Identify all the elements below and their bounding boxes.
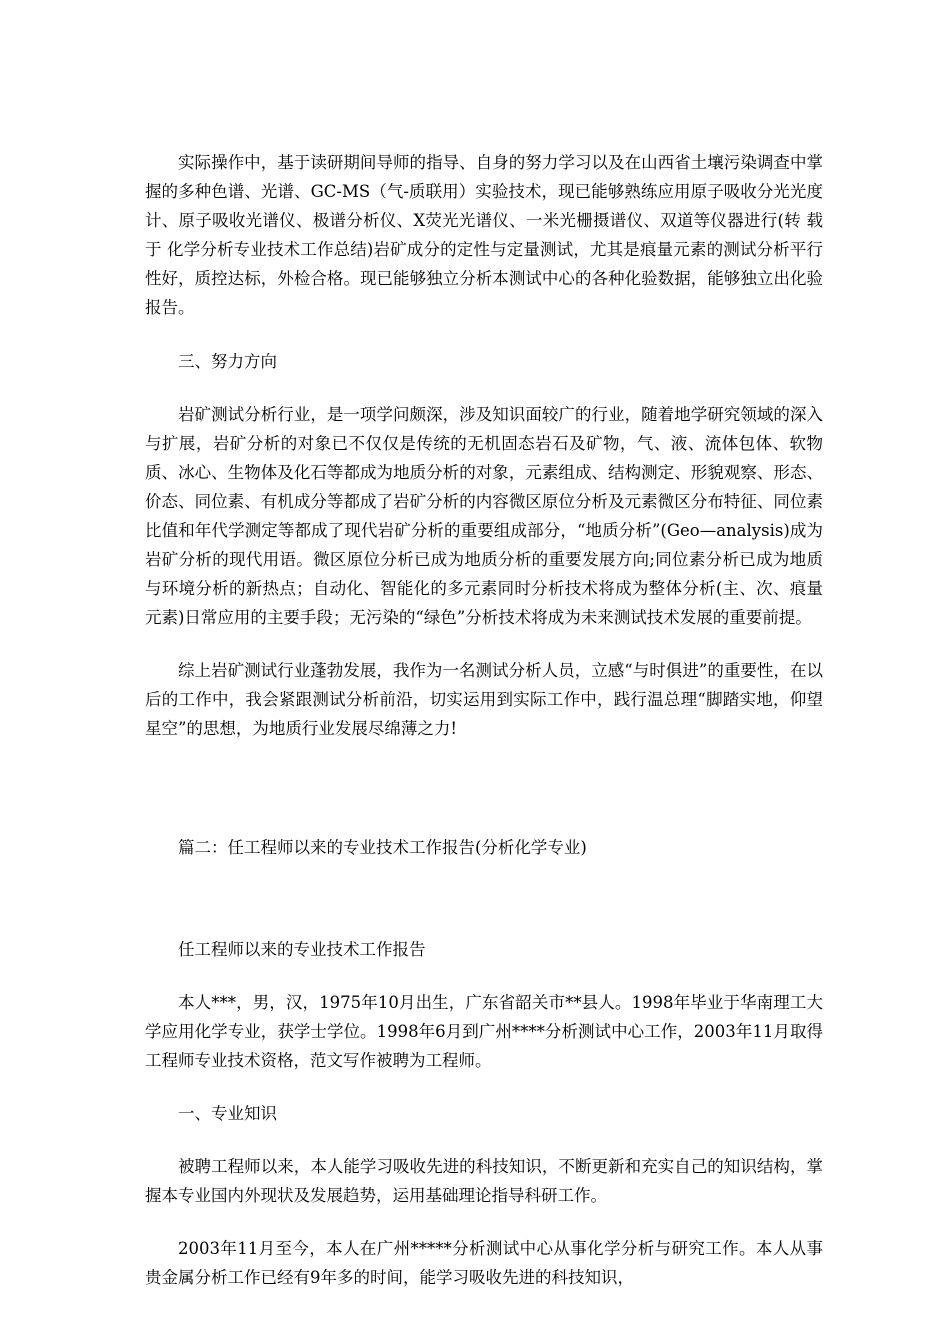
report-subtitle: 任工程师以来的专业技术工作报告	[178, 940, 426, 959]
document-page	[145, 148, 823, 1292]
paragraph-experimental-techniques: 实际操作中，基于读研期间导师的指导、自身的努力学习以及在山西省土壤污染调查中掌握的多种色谱、光谱、GC-MS（气-质联用）实验技术，现已能够熟练应用原子吸收分光光度计、原子吸收光谱仪、极谱分析仪、X荧光光谱仪、一米光栅摄谱仪、双道等仪器进行(转 载于 化学分析专业技术工作总结)岩矿成分的定性与定量测试，尤其是痕量元素的测试分析平行性好，质控达标，外检合格。现已能够独立分析本测试中心的各种化验数据，能够独立出化验报告。	[145, 153, 823, 317]
section-title-part-two: 篇二：任工程师以来的专业技术工作报告(分析化学专业)	[178, 838, 587, 857]
paragraph-learning: 被聘工程师以来，本人能学习吸收先进的科技知识，不断更新和充实自己的知识结构，掌握本专业国内外现状及发展趋势，运用基础理论指导科研工作。	[145, 1157, 823, 1205]
heading-direction: 三、努力方向	[178, 352, 277, 371]
paragraph-work-history: 2003年11月至今，本人在广州*****分析测试中心从事化学分析与研究工作。本人从事贵金属分析工作已经有9年多的时间，能学习吸收先进的科技知识，	[145, 1239, 823, 1287]
paragraph-personal-info: 本人***，男，汉，1975年10月出生，广东省韶关市**县人。1998年毕业于华南理工大学应用化学专业，获学士学位。1998年6月到广州****分析测试中心工作，2003年11月取得工程师专业技术资格，范文写作被聘为工程师。	[145, 993, 823, 1070]
paragraph-conclusion: 综上岩矿测试行业蓬勃发展，我作为一名测试分析人员，立感“与时俱进”的重要性，在以后的工作中，我会紧跟测试分析前沿，切实运用到实际工作中，践行温总理“脚踏实地，仰望星空”的思想，为地质行业发展尽绵薄之力!	[145, 661, 823, 738]
heading-professional-knowledge: 一、专业知识	[178, 1104, 277, 1123]
paragraph-industry-overview: 岩矿测试分析行业，是一项学问颇深，涉及知识面较广的行业，随着地学研究领域的深入与扩展，岩矿分析的对象已不仅仅是传统的无机固态岩石及矿物，气、液、流体包体、软物质、冰心、生物体及化石等都成为地质分析的对象，元素组成、结构测定、形貌观察、形态、价态、同位素、有机成分等都成了岩矿分析的内容微区原位分析及元素微区分布特征、同位素比值和年代学测定等都成了现代岩矿分析的重要组成部分，“地质分析”(Geo—analysis)成为岩矿分析的现代用语。微区原位分析已成为地质分析的重要发展方向;同位素分析已成为地质与环境分析的新热点；自动化、智能化的多元素同时分析技术将成为整体分析(主、次、痕量元素)日常应用的主要手段；无污染的“绿色”分析技术将成为未来测试技术发展的重要前提。	[145, 405, 823, 627]
